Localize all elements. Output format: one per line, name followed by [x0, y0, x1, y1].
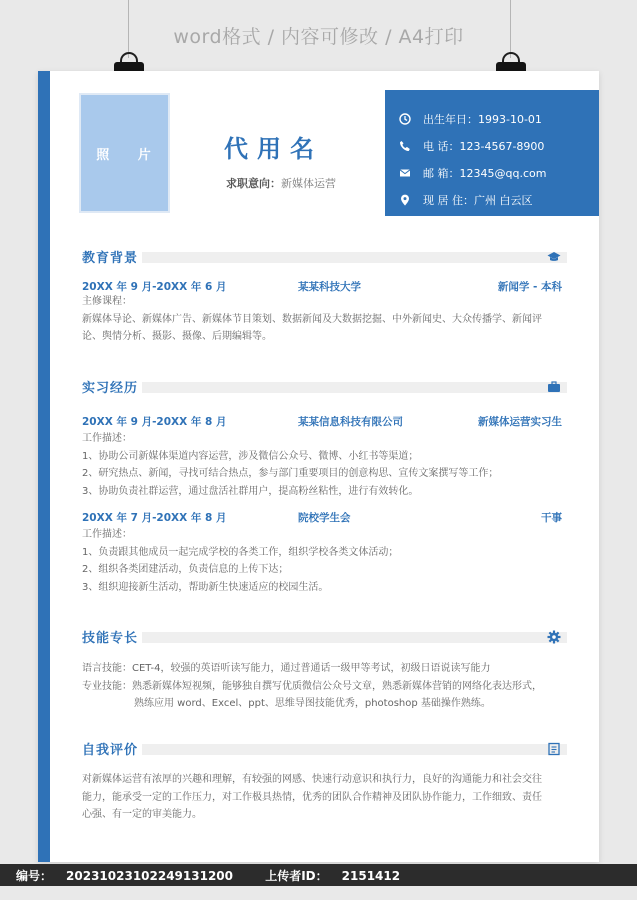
section-divider: [142, 382, 567, 393]
contact-text: 现 居 住：广州 白云区: [423, 193, 533, 207]
desc-item: 1、协助公司新媒体渠道内容运营，涉及微信公众号、微博、小红书等渠道；: [82, 450, 419, 462]
skill-professional-cont: 熟练应用 word、Excel、ppt、思维导图技能优秀，photoshop 基础操作熟练。: [134, 698, 491, 709]
mail-icon: [399, 167, 411, 179]
candidate-name: 代用名: [224, 135, 323, 163]
desc-label: 工作描述：: [82, 529, 132, 540]
gear-icon: [547, 629, 561, 643]
self-eval-line: 能力，能承受一定的工作压力，对工作极具热情，优秀的团队合作精神及团队协作能力，工作细致、责任: [82, 791, 542, 803]
entry-company: 院校学生会: [298, 512, 351, 524]
entry-date: 20XX 年 7 月-20XX 年 8 月: [82, 512, 227, 524]
resume-paper: [38, 71, 599, 862]
hanging-string: [128, 0, 129, 58]
section-divider: [142, 632, 567, 643]
footer-id-value: 20231023102249131200: [66, 869, 234, 883]
entry-role: 干事: [541, 512, 562, 524]
footer-uploader-value: 2151412: [341, 869, 401, 883]
self-eval-content: [82, 771, 562, 824]
contact-location: [399, 186, 599, 213]
section-divider: [142, 744, 567, 755]
courses-text: 论、舆情分析、摄影、摄像、后期编辑等。: [82, 331, 272, 342]
intent-value: 新媒体运营: [281, 177, 336, 190]
footer-id: [16, 869, 247, 883]
education-courses: [82, 293, 562, 346]
banner-caption: word格式 / 内容可修改 / A4打印: [173, 26, 464, 48]
contact-text: 邮 箱：12345@qq.com: [423, 166, 547, 180]
footer-id-label: 编号：: [16, 869, 53, 883]
briefcase-icon: [547, 379, 561, 393]
section-divider: [142, 252, 567, 263]
desc-item: 3、组织迎接新生活动，帮助新生快速适应的校园生活。: [82, 581, 329, 593]
self-eval-line: 心强、有一定的审美能力。: [82, 809, 202, 820]
entry-role: 新媒体运营实习生: [478, 416, 562, 428]
courses-text: 新媒体导论、新媒体广告、新媒体节目策划、数据新闻及大数据挖掘、中外新闻史、大众传播学、新闻评: [82, 313, 542, 325]
section-title: 教育背景: [82, 251, 139, 266]
skill-professional: 专业技能：熟悉新媒体短视频，能够独自撰写优质微信公众号文章，熟悉新媒体营销的网络化表达形式，: [82, 680, 542, 692]
desc-item: 3、协助负责社群运营，通过盘活社群用户，提高粉丝粘性，进行有效转化。: [82, 485, 419, 497]
courses-label: 主修课程：: [82, 296, 132, 307]
skills-content: [82, 660, 562, 713]
desc-label: 工作描述：: [82, 433, 132, 444]
internship-entry: [82, 510, 562, 526]
accent-bar: [38, 71, 50, 862]
intent-label: 求职意向：: [226, 177, 281, 190]
contact-phone: [399, 132, 599, 159]
section-title: 技能专长: [82, 631, 139, 646]
phone-icon: [399, 140, 411, 152]
internship-description: [82, 526, 562, 596]
footer-info: [16, 867, 428, 884]
contact-panel: [385, 90, 599, 216]
desc-item: 2、研究热点、新闻，寻找可结合热点，参与部门重要项目的创意构思、宣传文案撰写等工作；: [82, 468, 499, 479]
internship-entry: [82, 414, 562, 430]
section-skills-header: [82, 627, 567, 647]
contact-birthday: [399, 105, 599, 132]
desc-item: 1、负责跟其他成员一起完成学校的各类工作，组织学校各类文体活动；: [82, 546, 399, 558]
contact-email: [399, 159, 599, 186]
location-icon: [399, 194, 411, 206]
entry-date: 20XX 年 9 月-20XX 年 6 月: [82, 281, 227, 293]
footer-uploader-label: 上传者ID：: [265, 869, 328, 883]
footer-bar: [0, 864, 637, 886]
entry-company: 某某信息科技有限公司: [298, 416, 403, 428]
skill-language: 语言技能：CET-4，较强的英语听读写能力，通过普通话一级甲等考试，初级日语说读写能力: [82, 663, 491, 674]
internship-description: [82, 430, 562, 500]
footer-uploader: [265, 869, 414, 883]
notebook-icon: [547, 741, 561, 755]
desc-item: 2、组织各类团建活动，负责信息的上传下达；: [82, 564, 289, 575]
clock-icon: [399, 113, 411, 125]
section-self-eval-header: [82, 739, 567, 759]
graduation-cap-icon: [547, 249, 561, 263]
self-eval-line: 对新媒体运营有浓厚的兴趣和理解，有较强的网感、快速行动意识和执行力，良好的沟通能力和社会交往: [82, 774, 542, 785]
entry-school: 某某科技大学: [298, 281, 361, 293]
job-intent: [226, 175, 336, 191]
hanging-string: [510, 0, 511, 58]
contact-text: 出生年日：1993-10-01: [423, 112, 542, 126]
entry-major: 新闻学 - 本科: [497, 281, 562, 293]
section-title: 自我评价: [82, 743, 139, 758]
section-education-header: [82, 247, 567, 267]
photo-placeholder: 照 片: [79, 93, 170, 213]
section-internship-header: [82, 377, 567, 397]
entry-date: 20XX 年 9 月-20XX 年 8 月: [82, 416, 227, 428]
contact-text: 电 话：123-4567-8900: [423, 139, 545, 153]
section-title: 实习经历: [82, 381, 139, 396]
